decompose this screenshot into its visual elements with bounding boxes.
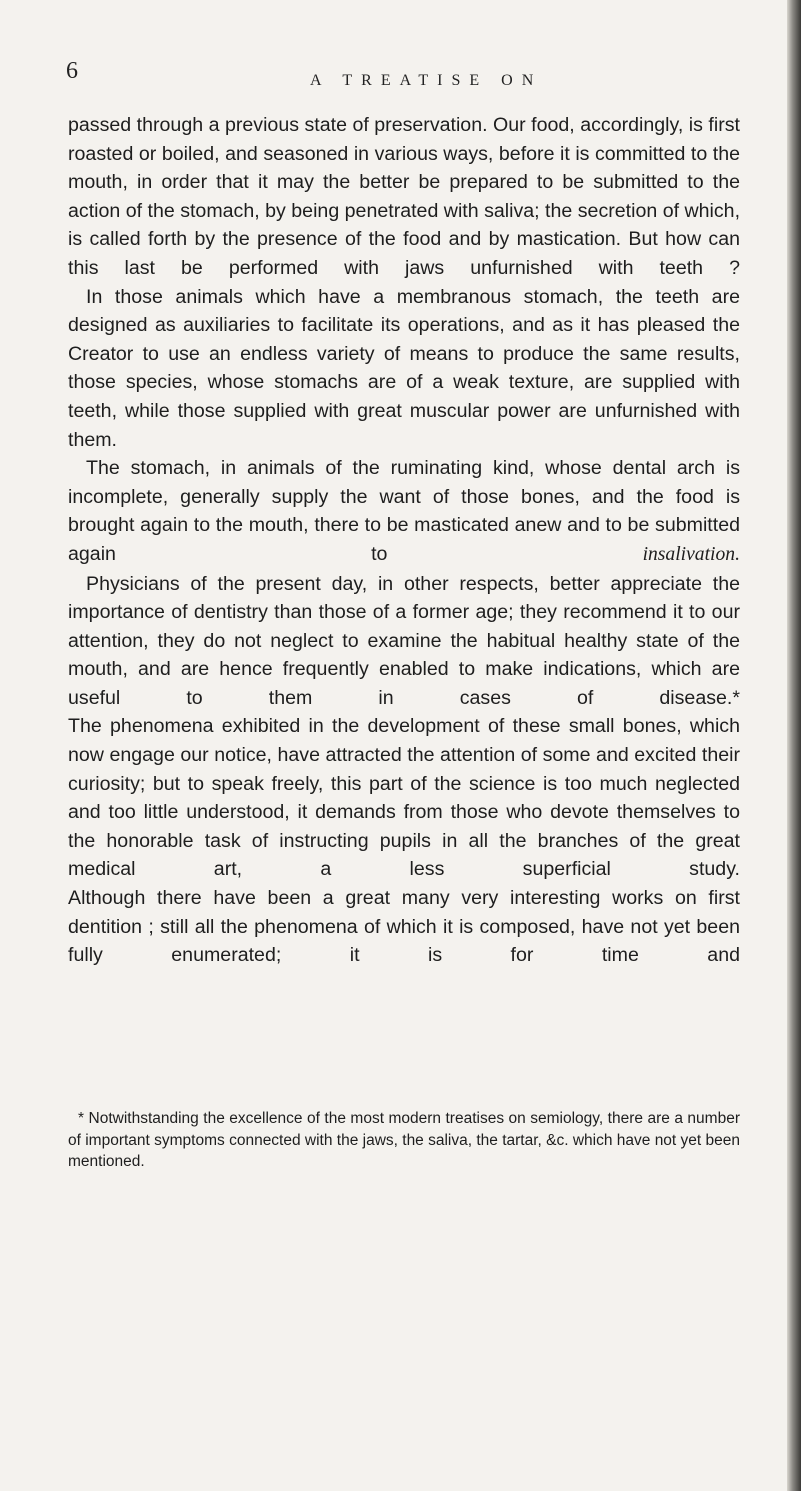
footnote-text: * Notwithstanding the excellence of the most modern treatises on semiology, there are a number of important symptoms connected with the jaws, the saliva, the tartar, &c. which have not yet been mentioned. — [68, 1110, 741, 1170]
paragraph-4: Physicians of the present day, in other respects, better appreciate the importance of dentistry than those of a former age; they recommend it to our attention, they do not neglect to examine the habitual healthy state of the mouth, and are hence frequently enabled to make indications, which are useful to them in cases of disease.* — [68, 572, 740, 709]
paragraph-2: In those animals which have a membranous stomach, the teeth are designed as auxiliaries to facilitate its operations, and as it has pleased the Creator to use an endless variety of means to produce the same results, those species, whose stomachs are of a weak texture, are supplied with teeth, while those supplied with great muscular power are unfurnished with them. — [68, 285, 740, 451]
paragraph-3-text: The stomach, in animals of the ruminating kind, whose dental arch is incomplete, generally supply the want of those bones, and the food is brought again to the mouth, there to be masticated anew and to be submitted again to — [68, 457, 740, 565]
page-edge-shadow — [787, 0, 801, 1491]
paragraph-3 — [68, 454, 740, 569]
paragraph-5: The phenomena exhibited in the development of these small bones, which now engage our notice, have attracted the attention of some and excited their curiosity; but to speak freely, this part of the science is too much neglected and too little understood, it demands from those who devote themselves to the honorable task of instructing pupils in all the branches of the great medical art, a less superficial study. — [68, 715, 740, 881]
paragraph-6: Although there have been a great many very interesting works on first dentition ; still all the phenomena of which it is composed, have not yet been fully enumerated; it is for time and — [68, 887, 740, 967]
body-text — [68, 111, 740, 970]
running-head: A TREATISE ON — [310, 72, 543, 89]
footnote — [68, 1108, 740, 1173]
italic-term: insalivation. — [642, 543, 740, 565]
page-number: 6 — [66, 58, 78, 84]
paragraph-1: passed through a previous state of preservation. Our food, accordingly, is first roasted or boiled, and seasoned in various ways, before it is committed to the mouth, in order that it may the better be prepared to be submitted to the action of the stomach, by being penetrated with saliva; the secretion of which, is called forth by the presence of the food and by mastication. But how can this last be performed with jaws unfurnished with teeth ? — [68, 114, 741, 279]
